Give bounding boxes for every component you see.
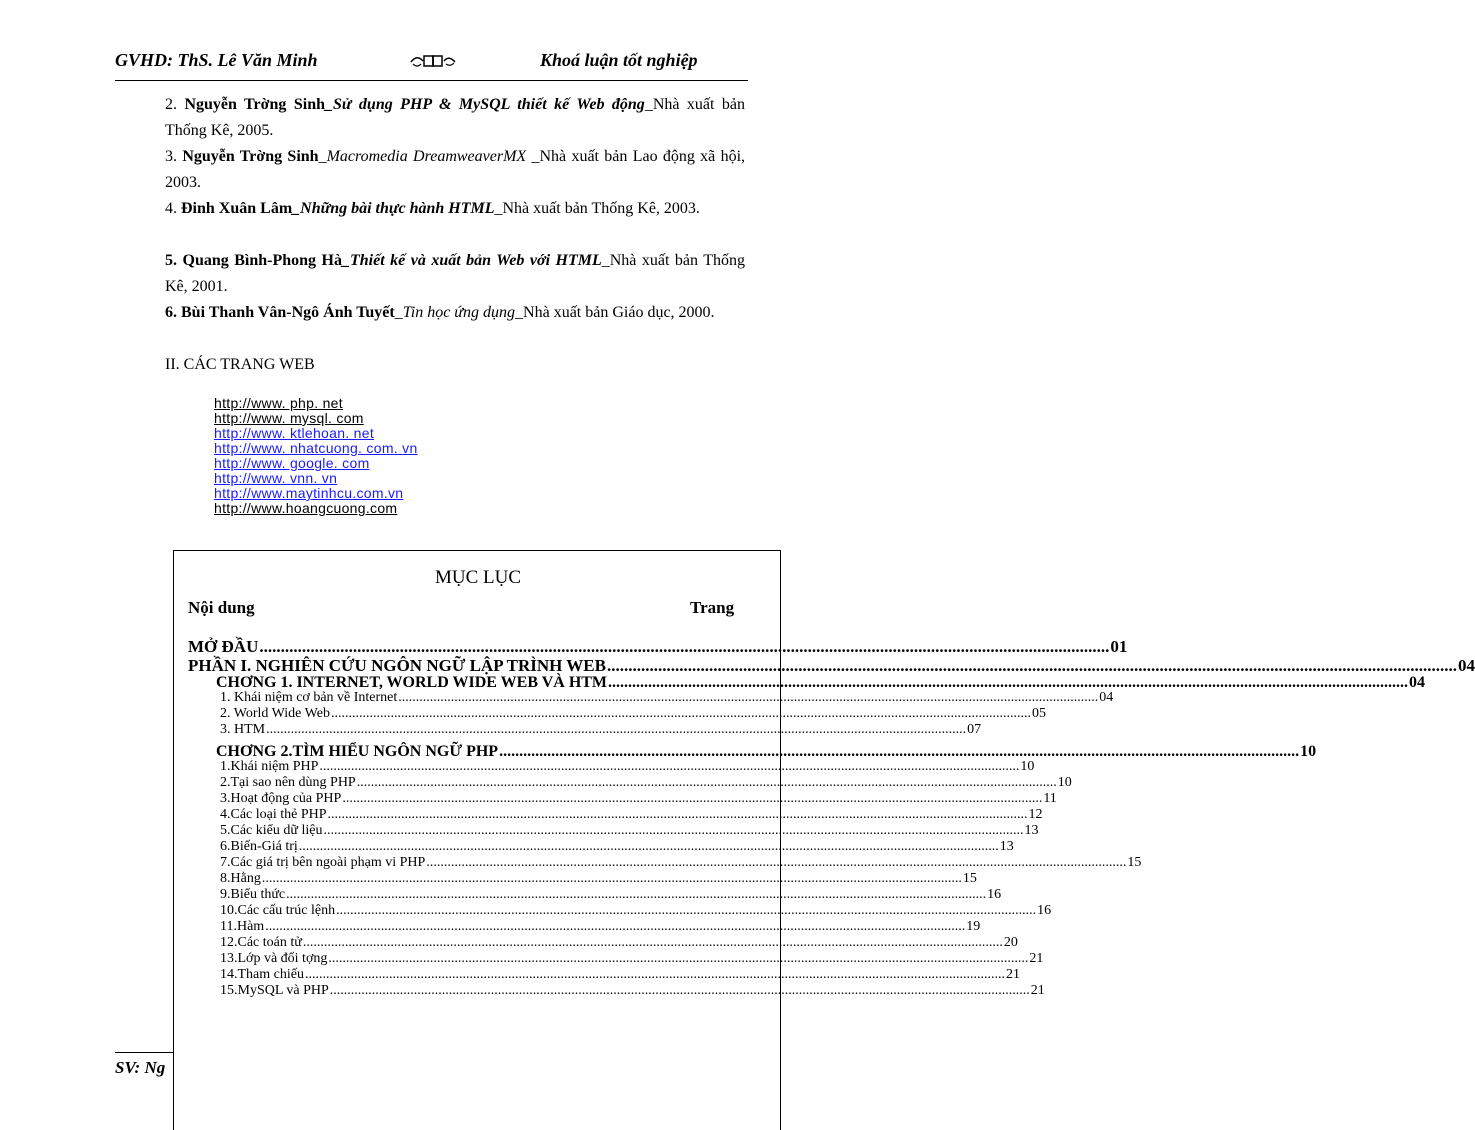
toc-entry-text: 3.Hoạt động của PHP [220, 791, 342, 806]
link-nhatcuong[interactable]: http://www. nhatcuong. com. vn [214, 440, 418, 456]
toc-entry-page: 20 [1003, 935, 1018, 950]
toc-entry [220, 791, 1057, 807]
toc-leader-dots: ........................................................................................................................................................................................................ [265, 919, 966, 934]
toc-entry-page: 13 [999, 839, 1014, 854]
toc-entry [188, 656, 1475, 675]
toc-entry [220, 919, 981, 935]
footer-student: SV: Ng [115, 1058, 166, 1077]
toc-entry-page: 16 [987, 887, 1002, 902]
toc-leader-dots: ........................................................................................................................................................................................................ [319, 759, 1020, 774]
toc-entry-text: 1. Khái niệm cơ bản về Internet [220, 690, 398, 705]
toc-entry-text: 7.Các giá trị bên ngoài phạm vi PHP [220, 855, 426, 870]
toc-leader-dots: ........................................................................................................................................................................................................ [259, 637, 1110, 656]
toc-entry-page: 12 [1028, 807, 1043, 822]
toc-entry-page: 15 [962, 871, 977, 886]
toc-entry [220, 935, 1018, 951]
toc-entry-text: 9.Biểu thức [220, 887, 286, 902]
toc-leader-dots: ........................................................................................................................................................................................................ [298, 839, 999, 854]
toc-entry-text: 1.Khái niệm PHP [220, 759, 319, 774]
toc-col-page: Trang [690, 598, 735, 617]
toc-entry-page: 21 [1005, 967, 1020, 982]
link-maytinhcu[interactable]: http://www.maytinhcu.com.vn [214, 485, 404, 501]
toc-entry-page: 10 [1020, 759, 1035, 774]
toc-entry-page: 04 [1457, 656, 1475, 675]
header-rule [115, 80, 748, 81]
toc-entry [216, 674, 1426, 691]
link-ktlehoan[interactable]: http://www. ktlehoan. net [214, 425, 375, 441]
toc-entry [220, 967, 1020, 983]
toc-leader-dots: ........................................................................................................................................................................................................ [302, 935, 1003, 950]
toc-entry-page: 01 [1110, 637, 1128, 656]
toc-entry-text: 11.Hàm [220, 919, 265, 934]
toc-entry-page: 07 [967, 722, 982, 737]
reference-2: 2. Nguyễn Trờng Sinh_Sử dụng PHP & MySQL thiết kế Web động_Nhà xuất bản Thống Kê, 2005. [165, 96, 746, 139]
toc-entry [220, 839, 1014, 855]
toc-entry [220, 871, 977, 887]
toc-leader-dots: ........................................................................................................................................................................................................ [426, 855, 1127, 870]
toc-entry [220, 759, 1035, 775]
toc-entry-text: PHẦN I. NGHIÊN CỨU NGÔN NGỮ LẬP TRÌNH WEB [188, 656, 606, 675]
toc-entry-page: 04 [1409, 674, 1426, 691]
toc-leader-dots: ........................................................................................................................................................................................................ [342, 791, 1043, 806]
toc-entry-text: 12.Các toán tử [220, 935, 302, 950]
header-thesis-title: Khoá luận tốt nghiệp [540, 50, 698, 70]
toc-leader-dots: ........................................................................................................................................................................................................ [398, 690, 1099, 705]
reference-5: 5. Quang Bình-Phong Hà_Thiết kế và xuất bản Web với HTML_Nhà xuất bản Thống Kê, 2001. [165, 252, 746, 295]
toc-leader-dots: ........................................................................................................................................................................................................ [323, 823, 1024, 838]
reference-4: 4. Đinh Xuân Lâm_Những bài thực hành HTML_Nhà xuất bản Thống Kê, 2003. [165, 200, 700, 217]
toc-entry-text: 13.Lớp và đối tợng [220, 951, 328, 966]
toc-entry [220, 690, 1114, 706]
toc-entry [220, 951, 1044, 967]
toc-entry-text: 10.Các cấu trúc lệnh [220, 903, 336, 918]
toc-entry-page: 16 [1037, 903, 1052, 918]
toc-entry [216, 743, 1317, 760]
toc-entry [220, 722, 982, 738]
toc-entry [220, 823, 1039, 839]
toc-entry-page: 10 [1300, 743, 1317, 760]
toc-entry [220, 983, 1045, 999]
toc-leader-dots: ........................................................................................................................................................................................................ [330, 706, 1031, 721]
toc-entry-text: 14.Tham chiếu [220, 967, 304, 982]
toc-leader-dots: ........................................................................................................................................................................................................ [261, 871, 962, 886]
toc-leader-dots: ........................................................................................................................................................................................................ [608, 674, 1409, 691]
toc-leader-dots: ........................................................................................................................................................................................................ [327, 807, 1028, 822]
toc-leader-dots: ........................................................................................................................................................................................................ [329, 983, 1030, 998]
toc-entry-page: 10 [1057, 775, 1072, 790]
book-ornament-icon [409, 52, 459, 70]
toc-leader-dots: ........................................................................................................................................................................................................ [499, 743, 1300, 760]
toc-entry [220, 807, 1043, 823]
toc-entry-text: CHƠNG 1. INTERNET, WORLD WIDE WEB VÀ HTM [216, 674, 608, 691]
toc-entry-page: 19 [966, 919, 981, 934]
section-web-heading: II. CÁC TRANG WEB [165, 356, 315, 373]
reference-6: 6. Bùi Thanh Vân-Ngô Ánh Tuyết_Tin học ứng dụng_Nhà xuất bản Giáo dục, 2000. [165, 304, 715, 321]
toc-col-content: Nội dung [188, 598, 255, 617]
toc-entry [220, 903, 1052, 919]
toc-entry [220, 887, 1002, 903]
toc-box [173, 550, 1475, 1130]
toc-entry [220, 855, 1142, 871]
toc-leader-dots: ........................................................................................................................................................................................................ [336, 903, 1037, 918]
toc-entry-page: 13 [1024, 823, 1039, 838]
link-hoangcuong[interactable]: http://www.hoangcuong.com [214, 500, 398, 516]
toc-entry-page: 21 [1030, 983, 1045, 998]
link-google[interactable]: http://www. google. com [214, 455, 370, 471]
link-php[interactable]: http://www. php. net [214, 395, 343, 411]
footer-rule [115, 1052, 175, 1053]
toc-leader-dots: ........................................................................................................................................................................................................ [328, 951, 1029, 966]
toc-entry-text: MỞ ĐẦU [188, 637, 259, 656]
toc-entry-text: CHƠNG 2.TÌM HIỂU NGÔN NGỮ PHP [216, 743, 499, 760]
toc-entry-text: 5.Các kiểu dữ liệu [220, 823, 323, 838]
toc-leader-dots: ........................................................................................................................................................................................................ [286, 887, 987, 902]
toc-entry-text: 3. HTM [220, 722, 266, 737]
toc-entry-text: 4.Các loại thẻ PHP [220, 807, 327, 822]
toc-leader-dots: ........................................................................................................................................................................................................ [606, 656, 1457, 675]
link-vnn[interactable]: http://www. vnn. vn [214, 470, 338, 486]
toc-leader-dots: ........................................................................................................................................................................................................ [266, 722, 967, 737]
toc-entry-text: 15.MySQL và PHP [220, 983, 329, 998]
link-mysql[interactable]: http://www. mysql. com [214, 410, 364, 426]
toc-entry-text: 2.Tại sao nên dùng PHP [220, 775, 356, 790]
header-supervisor: GVHD: ThS. Lê Văn Minh [115, 50, 318, 70]
toc-entry [220, 706, 1046, 722]
toc-entry-text: 6.Biến-Giá trị [220, 839, 298, 854]
toc-entry-page: 21 [1029, 951, 1044, 966]
toc-leader-dots: ........................................................................................................................................................................................................ [356, 775, 1057, 790]
toc-entry-page: 11 [1043, 791, 1057, 806]
toc-entry-page: 05 [1031, 706, 1046, 721]
toc-entry [220, 775, 1072, 791]
toc-leader-dots: ........................................................................................................................................................................................................ [304, 967, 1005, 982]
toc-entry-text: 8.Hằng [220, 871, 261, 886]
toc-title: MỤC LỤC [434, 567, 522, 588]
toc-entry-page: 15 [1127, 855, 1142, 870]
toc-entry [188, 637, 1128, 656]
reference-3: 3. Nguyễn Trờng Sinh_Macromedia DreamweaverMX _Nhà xuất bản Lao động xã hội, 2003. [165, 148, 746, 191]
toc-entry-text: 2. World Wide Web [220, 706, 330, 721]
toc-entry-page: 04 [1099, 690, 1114, 705]
